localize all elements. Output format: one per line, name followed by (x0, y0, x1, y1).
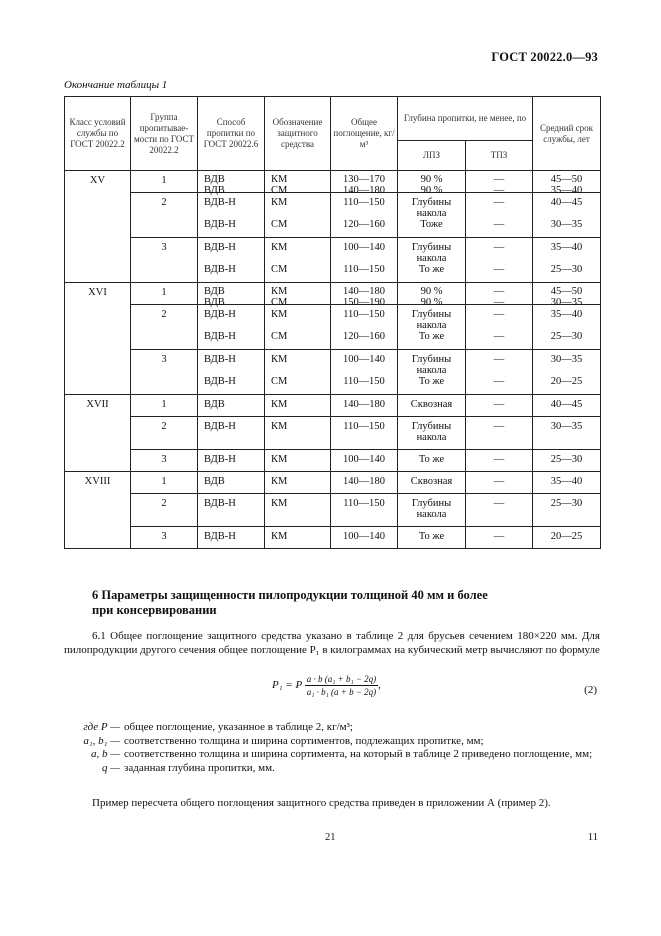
cell-lpz-line: 90 % (420, 185, 443, 196)
cell-des-line: КМ (271, 498, 288, 509)
cell-method-line: ВДВ (204, 399, 225, 410)
cell-tpz-line: — (493, 309, 505, 320)
cell-des-line: СМ (271, 219, 288, 230)
header-class: Класс условий службы по ГОСТ 20022.2 (65, 97, 131, 171)
cell-abs-line: 110—150 (343, 309, 385, 320)
cell-abs-line: 110—150 (343, 264, 385, 275)
cell-des-line: КМ (271, 421, 288, 432)
cell-abs-line: 120—160 (343, 219, 385, 230)
cell-life (533, 283, 601, 308)
cell-tpz-line: — (493, 454, 505, 465)
cell-des-line: КМ (271, 354, 288, 365)
cell-method-line: ВДВ-Н (204, 376, 236, 387)
table-row (65, 494, 601, 527)
definition-q: q — заданная глубина пропитки, мм. (101, 761, 275, 774)
cell-des-line: КМ (271, 242, 288, 253)
cell-tpz-line: — (493, 376, 505, 387)
cell-method (198, 283, 265, 308)
header-lpz: ЛПЗ (398, 141, 466, 171)
cell-method-line: ВДВ-Н (204, 421, 236, 432)
cell-abs-line: 150—190 (343, 297, 385, 308)
cell-abs-line: 110—150 (343, 376, 385, 387)
cell-method (198, 527, 265, 549)
cell-tpz-line: — (493, 399, 505, 410)
cell-tpz (466, 450, 533, 472)
cell-life-line: 25—30 (550, 498, 583, 509)
cell-tpz (466, 283, 533, 308)
cell-tpz-line: — (493, 174, 505, 185)
cell-lpz-line: Глубины накола (411, 242, 452, 264)
cell-lpz-line: 90 % (420, 286, 443, 297)
table-caption: Окончание таблицы 1 (64, 79, 168, 91)
cell-method (198, 193, 265, 238)
cell-lpz-line: Сквозная (410, 399, 453, 410)
cell-life-line: 35—40 (550, 309, 583, 320)
cell-method-line: ВДВ-Н (204, 531, 236, 542)
cell-life (533, 450, 601, 472)
table-row (65, 395, 601, 417)
table-row (65, 472, 601, 494)
cell-lpz-line: Сквозная (410, 476, 453, 487)
cell-lpz-line: То же (418, 264, 445, 275)
paragraph-6-1: 6.1 Общее поглощение защитного средства указано в таблице 2 для брусьев сечением 180×220 мм. Для пилопродукции другого сечения общее поглощение P₁ в килограммах на кубический метр вычисляют по формуле (64, 630, 600, 656)
cell-des (265, 193, 331, 238)
cell-class: XVIII (65, 472, 131, 549)
cell-group: 2 (131, 305, 198, 350)
cell-lpz-line: 90 % (420, 297, 443, 308)
page-number-right: 11 (587, 832, 598, 843)
cell-des (265, 305, 331, 350)
table-row (65, 417, 601, 450)
cell-life-line: 35—40 (550, 242, 583, 253)
cell-life (533, 494, 601, 527)
cell-life-line: 20—25 (550, 376, 583, 387)
cell-tpz (466, 193, 533, 238)
cell-method-line: ВДВ (204, 476, 225, 487)
cell-life (533, 350, 601, 395)
cell-group: 3 (131, 238, 198, 283)
cell-abs-line: 140—180 (343, 399, 385, 410)
cell-abs (331, 395, 398, 417)
cell-tpz (466, 305, 533, 350)
cell-abs (331, 238, 398, 283)
table-row (65, 283, 601, 305)
cell-des (265, 350, 331, 395)
cell-method-line: ВДВ-Н (204, 242, 236, 253)
cell-des-line: КМ (271, 476, 288, 487)
cell-tpz (466, 417, 533, 450)
definition-a1-b1: a₁, b₁ — соответственно толщина и ширина сортиментов, подлежащих пропитке, мм; (83, 734, 484, 747)
cell-method (198, 305, 265, 350)
cell-des-line: КМ (271, 197, 288, 208)
absorption-table (64, 96, 601, 549)
cell-method-line: ВДВ-Н (204, 454, 236, 465)
formula-definitions (80, 721, 598, 775)
cell-abs (331, 494, 398, 527)
cell-lpz-line: То же (418, 531, 445, 542)
cell-tpz-line: — (493, 297, 505, 308)
cell-des (265, 283, 331, 308)
cell-tpz (466, 395, 533, 417)
cell-method (198, 450, 265, 472)
cell-lpz-line: Глубины накола (411, 197, 452, 219)
cell-des-line: КМ (271, 399, 288, 410)
cell-group: 2 (131, 494, 198, 527)
cell-life-line: 30—35 (550, 219, 583, 230)
cell-method-line: ВДВ (204, 297, 225, 308)
cell-lpz (398, 527, 466, 549)
cell-group: 2 (131, 193, 198, 238)
document-id: ГОСТ 20022.0—93 (491, 50, 598, 64)
cell-life (533, 305, 601, 350)
header-absorption: Общее поглощение, кг/м³ (331, 97, 398, 171)
cell-class: XV (65, 171, 131, 283)
cell-tpz-line: — (493, 197, 505, 208)
cell-des-line: СМ (271, 185, 288, 196)
example-paragraph: Пример пересчета общего поглощения защитного средства приведен в приложении А (пример 2). (92, 797, 551, 809)
cell-des (265, 395, 331, 417)
cell-life-line: 45—50 (550, 286, 583, 297)
cell-group: 1 (131, 171, 198, 193)
table-row (65, 450, 601, 472)
cell-tpz (466, 238, 533, 283)
cell-life (533, 238, 601, 283)
cell-life-line: 25—30 (550, 264, 583, 275)
cell-tpz-line: — (493, 331, 505, 342)
cell-life (533, 417, 601, 450)
cell-lpz-line: Глубины накола (411, 354, 452, 376)
table-row (65, 350, 601, 395)
cell-method (198, 417, 265, 450)
cell-life (533, 395, 601, 417)
definition-p: где P — общее поглощение, указанное в таблице 2, кг/м³; (83, 721, 353, 733)
cell-method-line: ВДВ (204, 174, 225, 185)
cell-lpz-line: Глубины накола (411, 421, 452, 443)
cell-lpz-line: То же (418, 331, 445, 342)
cell-lpz-line: Глубины накола (411, 498, 452, 520)
cell-abs (331, 417, 398, 450)
cell-life-line: 30—35 (550, 421, 583, 432)
cell-abs (331, 450, 398, 472)
cell-tpz-line: — (493, 242, 505, 253)
cell-abs-line: 130—170 (343, 174, 385, 185)
cell-life-line: 20—25 (550, 531, 583, 542)
cell-life (533, 171, 601, 196)
cell-tpz-line: — (493, 476, 505, 487)
cell-lpz-line: Тоже (420, 219, 443, 230)
cell-tpz (466, 171, 533, 196)
cell-tpz-line: — (493, 286, 505, 297)
formula-2: P₁ = P $\frac{\text{a · b (a₁ + b₁ − 2q)}}{\text{a₁ · b₁ (a + b − 2q)}}$ , (272, 674, 381, 697)
cell-des-line: КМ (271, 309, 288, 320)
cell-lpz (398, 238, 466, 283)
cell-abs-line: 110—150 (343, 421, 385, 432)
cell-life-line: 35—40 (550, 476, 583, 487)
cell-life (533, 527, 601, 549)
cell-des (265, 527, 331, 549)
cell-method-line: ВДВ-Н (204, 219, 236, 230)
cell-tpz-line: — (493, 264, 505, 275)
cell-des (265, 472, 331, 494)
cell-method-line: ВДВ-Н (204, 264, 236, 275)
cell-des (265, 417, 331, 450)
cell-lpz-line: То же (418, 454, 445, 465)
cell-life (533, 193, 601, 238)
cell-tpz-line: — (493, 498, 505, 509)
cell-des-line: СМ (271, 297, 288, 308)
cell-lpz (398, 193, 466, 238)
cell-lpz-line: То же (418, 376, 445, 387)
cell-life-line: 45—50 (550, 174, 583, 185)
cell-abs (331, 305, 398, 350)
cell-method-line: ВДВ-Н (204, 197, 236, 208)
header-life: Средний срок службы, лет (533, 97, 601, 171)
cell-life-line: 40—45 (550, 197, 583, 208)
cell-group: 3 (131, 450, 198, 472)
cell-abs (331, 527, 398, 549)
cell-group: 3 (131, 350, 198, 395)
cell-abs-line: 100—140 (343, 454, 385, 465)
header-method: Способ пропитки по ГОСТ 20022.6 (198, 97, 265, 171)
cell-method (198, 472, 265, 494)
equation-number: (2) (584, 684, 597, 696)
cell-abs-line: 140—180 (343, 286, 385, 297)
cell-lpz (398, 494, 466, 527)
cell-lpz (398, 171, 466, 196)
cell-abs-line: 120—160 (343, 331, 385, 342)
cell-des-line: СМ (271, 331, 288, 342)
cell-lpz (398, 472, 466, 494)
cell-method (198, 494, 265, 527)
cell-abs-line: 140—180 (343, 185, 385, 196)
cell-method (198, 395, 265, 417)
cell-lpz (398, 350, 466, 395)
cell-des (265, 238, 331, 283)
cell-lpz (398, 417, 466, 450)
definition-a-b: a, b — соответственно толщина и ширина сортимента, на который в таблице 2 приведено поглощение, мм; (90, 748, 593, 760)
cell-lpz (398, 450, 466, 472)
cell-group: 1 (131, 472, 198, 494)
cell-des (265, 171, 331, 196)
cell-method-line: ВДВ (204, 185, 225, 196)
header-designation: Обозначение защитного средства (265, 97, 331, 171)
cell-life-line: 25—30 (550, 454, 583, 465)
cell-method (198, 238, 265, 283)
cell-method-line: ВДВ-Н (204, 309, 236, 320)
cell-des-line: СМ (271, 376, 288, 387)
cell-life-line: 25—30 (550, 331, 583, 342)
cell-abs (331, 350, 398, 395)
cell-class: XVI (65, 283, 131, 395)
cell-method (198, 350, 265, 395)
cell-tpz-line: — (493, 219, 505, 230)
cell-method-line: ВДВ-Н (204, 354, 236, 365)
cell-des (265, 494, 331, 527)
cell-abs-line: 140—180 (343, 476, 385, 487)
cell-life-line: 35—40 (550, 185, 583, 196)
cell-method-line: ВДВ-Н (204, 331, 236, 342)
cell-life (533, 472, 601, 494)
cell-lpz-line: 90 % (420, 174, 443, 185)
cell-des-line: КМ (271, 531, 288, 542)
table-row (65, 305, 601, 350)
section-6-title: 6 Параметры защищенности пилопродукции толщиной 40 мм и более при консервировании (92, 588, 488, 617)
cell-lpz-line: Глубины накола (411, 309, 452, 331)
cell-abs-line: 100—140 (343, 531, 385, 542)
table-row (65, 238, 601, 283)
cell-tpz-line: — (493, 354, 505, 365)
cell-group: 1 (131, 395, 198, 417)
table-row (65, 527, 601, 549)
cell-group: 1 (131, 283, 198, 305)
cell-tpz (466, 350, 533, 395)
cell-abs-line: 110—150 (343, 197, 385, 208)
cell-des-line: КМ (271, 454, 288, 465)
cell-abs-line: 100—140 (343, 242, 385, 253)
header-tpz: ТПЗ (466, 141, 533, 171)
cell-method-line: ВДВ (204, 286, 225, 297)
cell-lpz (398, 395, 466, 417)
cell-tpz (466, 494, 533, 527)
table-row (65, 171, 601, 193)
cell-abs (331, 171, 398, 196)
cell-lpz (398, 283, 466, 308)
cell-group: 2 (131, 417, 198, 450)
cell-abs (331, 283, 398, 308)
formula-fraction: $\frac{\text{a · b (a₁ + b₁ − 2q)}}{\text{a₁ · b₁ (a + b − 2q)}}$ (306, 674, 377, 697)
cell-des (265, 450, 331, 472)
cell-abs-line: 110—150 (343, 498, 385, 509)
cell-des-line: СМ (271, 264, 288, 275)
cell-des-line: КМ (271, 286, 288, 297)
page-number-center: 21 (325, 832, 336, 843)
cell-tpz-line: — (493, 531, 505, 542)
cell-abs (331, 472, 398, 494)
cell-class: XVII (65, 395, 131, 472)
cell-tpz-line: — (493, 185, 505, 196)
table-row (65, 193, 601, 238)
cell-method-line: ВДВ-Н (204, 498, 236, 509)
cell-lpz (398, 305, 466, 350)
header-group: Группа пропитывае- мости по ГОСТ 20022.2 (131, 97, 198, 171)
cell-tpz (466, 472, 533, 494)
cell-abs-line: 100—140 (343, 354, 385, 365)
cell-group: 3 (131, 527, 198, 549)
cell-life-line: 30—35 (550, 297, 583, 308)
cell-life-line: 30—35 (550, 354, 583, 365)
cell-tpz (466, 527, 533, 549)
header-depth: Глубина пропитки, не менее, по (398, 97, 533, 141)
cell-life-line: 40—45 (550, 399, 583, 410)
cell-abs (331, 193, 398, 238)
cell-des-line: КМ (271, 174, 288, 185)
cell-method (198, 171, 265, 196)
cell-tpz-line: — (493, 421, 505, 432)
